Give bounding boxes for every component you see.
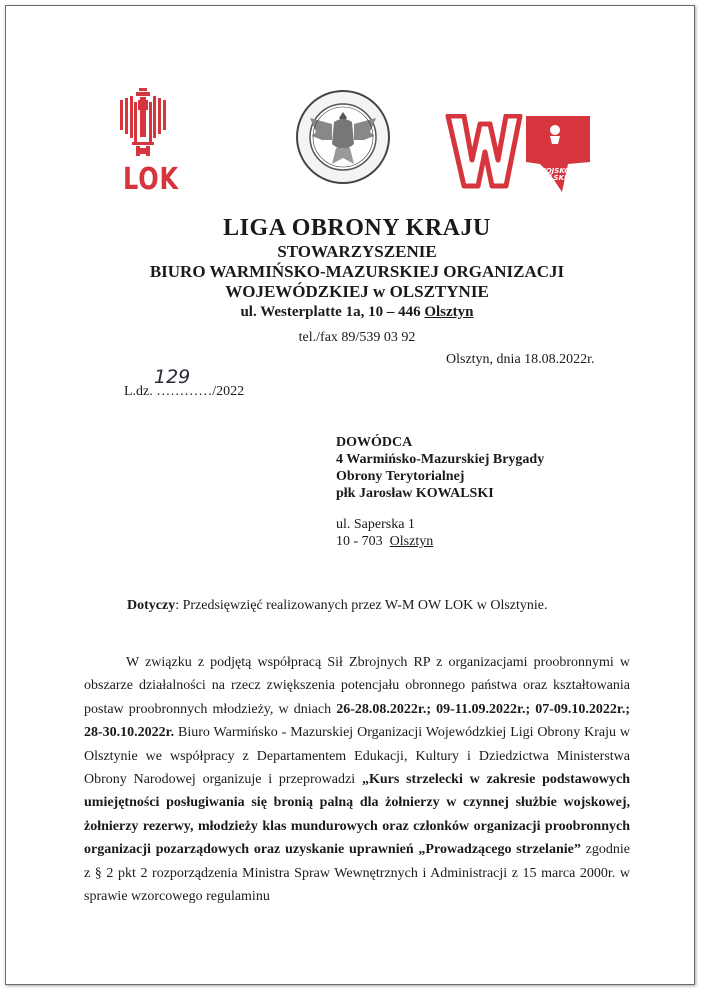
subject-text: : Przedsięwzięć realizowanych przez W-M OW LOK w Olsztynie. bbox=[175, 598, 548, 613]
subject-label: Dotyczy bbox=[127, 598, 176, 613]
reference-number bbox=[124, 366, 245, 400]
lok-eagle-icon bbox=[118, 88, 168, 160]
wojsko-polskie-logo bbox=[444, 114, 594, 194]
eagle-emblem-icon bbox=[294, 88, 392, 186]
date-line: Olsztyn, dnia 18.08.2022r. bbox=[446, 352, 595, 367]
subject-line bbox=[127, 598, 548, 614]
ministry-emblem bbox=[294, 88, 392, 186]
recipient-street: ul. Saperska 1 bbox=[336, 517, 415, 532]
recipient-line-3: Obrony Terytorialnej bbox=[336, 469, 465, 484]
org-phone: tel./fax 89/539 03 92 bbox=[298, 330, 416, 345]
body-paragraph bbox=[84, 651, 630, 908]
document-page bbox=[5, 5, 695, 985]
handwritten-number: 129 bbox=[154, 366, 191, 388]
recipient-line-4: płk Jarosław KOWALSKI bbox=[336, 486, 494, 501]
org-line-1: STOWARZYSZENIE bbox=[277, 242, 437, 261]
address-prefix: ul. Westerplatte 1a, 10 – 446 bbox=[240, 304, 425, 320]
recipient-block bbox=[336, 434, 544, 502]
org-line-2: BIURO WARMIŃSKO-MAZURSKIEJ ORGANIZACJI bbox=[149, 262, 565, 281]
body-part-3: zgodnie z § 2 pkt 2 rozporządzenia Ministra Spraw Wewnętrznych i Administracji z 15 marca 2000r. w sprawie wzorcowego regulaminu bbox=[84, 842, 630, 905]
recipient-postal: 10 - 703 bbox=[336, 534, 390, 549]
wp-logo-text: WOJSKO POLSKIE bbox=[538, 167, 572, 182]
recipient-line-1: DOWÓDCA bbox=[336, 435, 413, 450]
lok-logo bbox=[118, 88, 179, 197]
body-part-1: W związku z podjętą współpracą Sił Zbrojnych RP z organizacjami proobronnymi w obszarze działalności na rzecz zwiększenia potencjału obronnego państwa oraz kształtowania postaw proobronnych młodzieży, w dniach bbox=[84, 655, 630, 717]
body-part-2: Biuro Warmińsko - Mazurskiej Organizacji Wojewódzkiej Ligi Obrony Kraju w Olsztynie we współpracy z Departamentem Edukacji, Kultury i Dziedzictwa Ministerstwa Obrony Narodowej organizuje i przeprowadzi bbox=[84, 725, 630, 788]
body-course-title: „Kurs strzelecki w zakresie podstawowych umiejętności posługiwania się bronią palną dla żołnierzy w czynnej służbie wojskowej, żołnierzy rezerwy, młodzieży klas mundurowych oraz członków organizacji proobronnych organizacji pozarządowych oraz uzyskanie uprawnień „Prowadzącego strzelanie” bbox=[84, 772, 631, 858]
organization-name: LIGA OBRONY KRAJU bbox=[223, 215, 491, 241]
recipient-line-2: 4 Warmińsko-Mazurskiej Brygady bbox=[336, 452, 545, 467]
recipient-city: Olsztyn bbox=[389, 534, 434, 549]
org-address bbox=[6, 302, 702, 322]
letterhead bbox=[6, 214, 702, 348]
recipient-postal-line bbox=[336, 533, 433, 550]
recipient-address bbox=[336, 516, 433, 550]
reference-label: L.dz. …………/2022 bbox=[124, 384, 245, 399]
address-city: Olsztyn bbox=[424, 304, 474, 320]
body-dates: 26-28.08.2022r.; 09-11.09.2022r.; 07-09.10.2022r.; 28-30.10.2022r. bbox=[84, 701, 630, 741]
lok-logo-text: LOK bbox=[123, 162, 179, 197]
org-line-3: WOJEWÓDZKIEJ w OLSZTYNIE bbox=[225, 282, 489, 301]
wp-logo-icon bbox=[444, 114, 594, 194]
